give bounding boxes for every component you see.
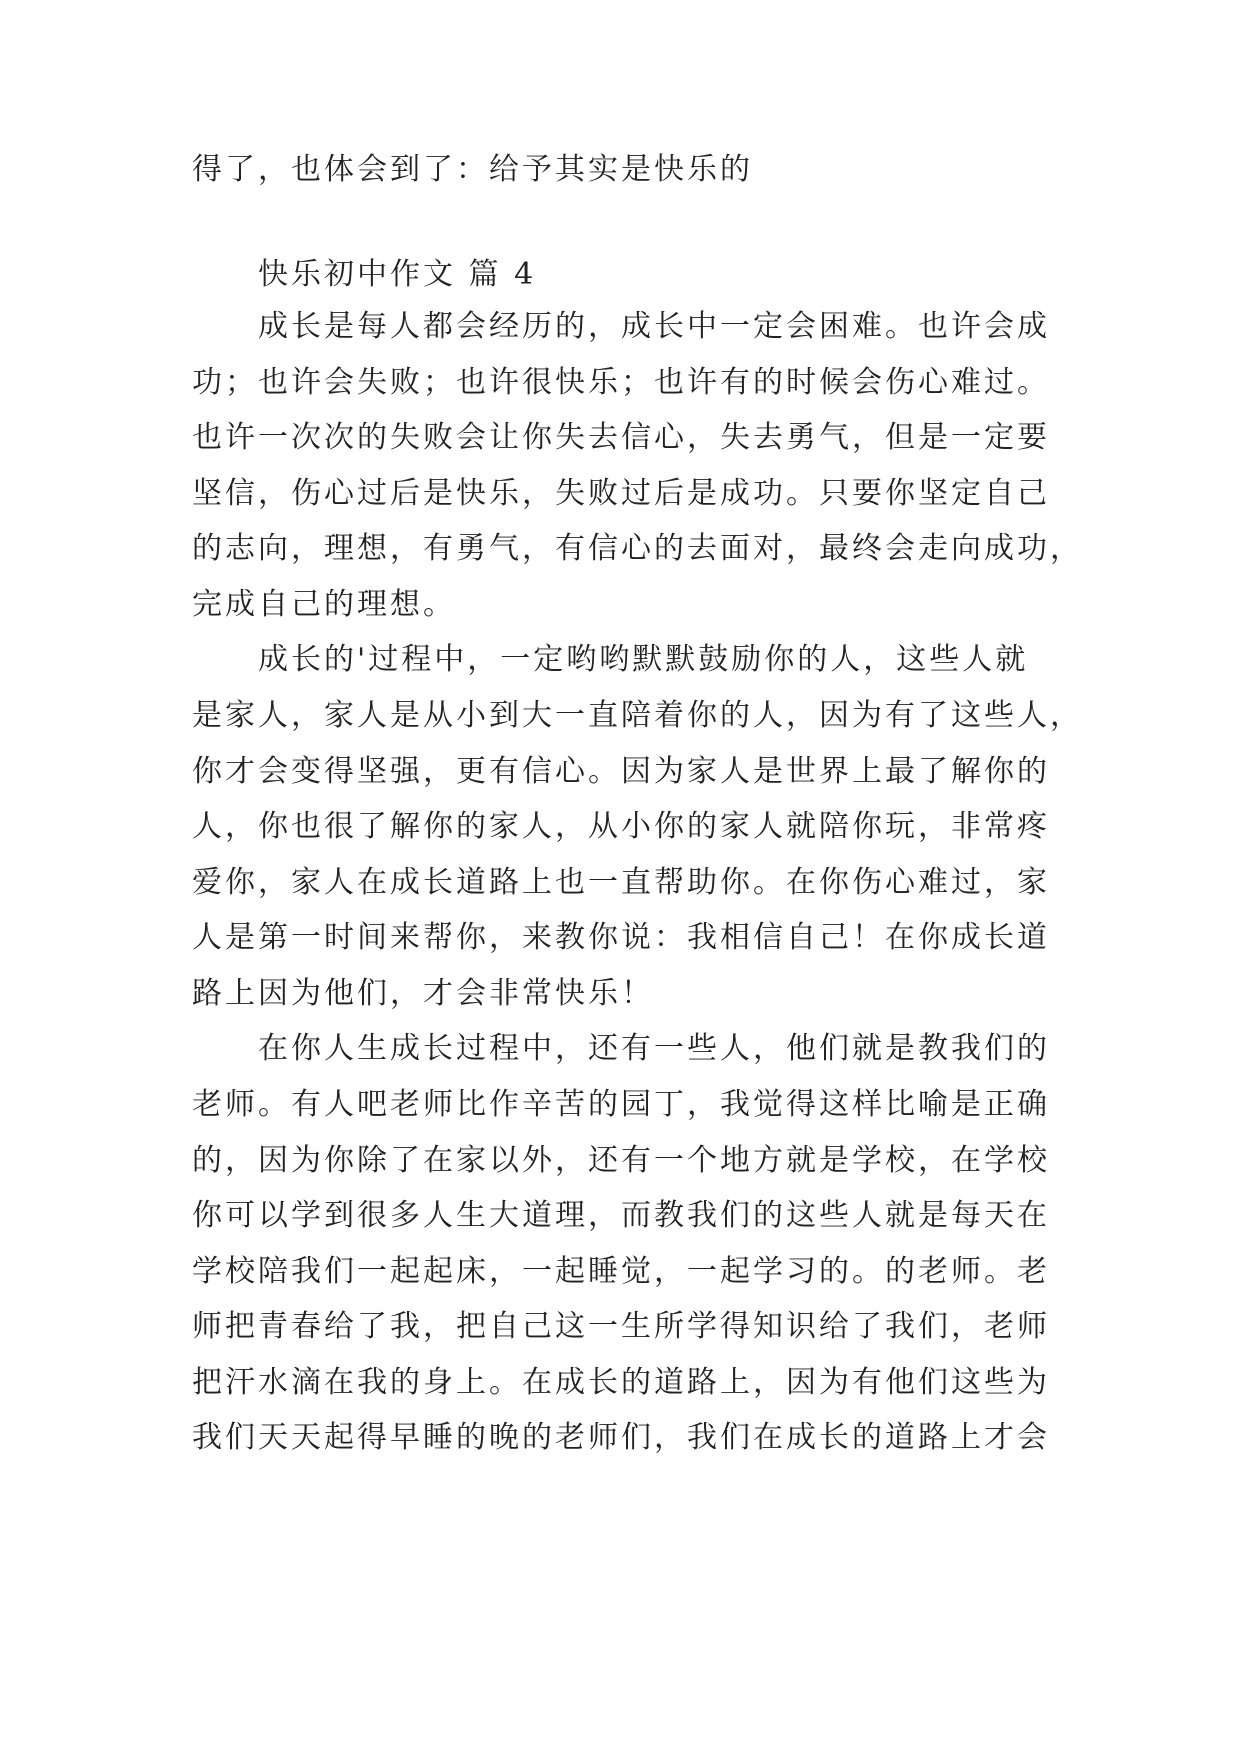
paragraph-3-line-8: 我们天天起得早睡的晚的老师们，我们在成长的道路上才会 <box>192 1420 1050 1455</box>
paragraph-2-line-3: 你才会变得坚强，更有信心。因为家人是世界上最了解你的 <box>192 754 1050 789</box>
paragraph-3-line-6: 师把青春给了我，把自己这一生所学得知识给了我们，老师 <box>192 1309 1050 1344</box>
paragraph-1-line-3: 也许一次次的失败会让你失去信心，失去勇气，但是一定要 <box>192 420 1050 455</box>
paragraph-3-line-2: 老师。有人吧老师比作辛苦的园丁，我觉得这样比喻是正确 <box>192 1087 1050 1122</box>
paragraph-3-line-7: 把汗水滴在我的身上。在成长的道路上，因为有他们这些为 <box>192 1365 1050 1400</box>
paragraph-2-line-4: 人，你也很了解你的家人，从小你的家人就陪你玩，非常疼 <box>192 809 1050 844</box>
paragraph-2-line-2: 是家人，家人是从小到大一直陪着你的人，因为有了这些人， <box>192 698 1083 733</box>
section-heading: 快乐初中作文 篇 4 <box>258 257 537 292</box>
paragraph-2-line-7: 路上因为他们，才会非常快乐！ <box>192 976 654 1011</box>
paragraph-1-line-6: 完成自己的理想。 <box>192 587 456 622</box>
paragraph-2-line-6: 人是第一时间来帮你，来教你说：我相信自己！在你成长道 <box>192 920 1050 955</box>
paragraph-1-line-2: 功；也许会失败；也许很快乐；也许有的时候会伤心难过。 <box>192 365 1050 400</box>
paragraph-3-line-1: 在你人生成长过程中，还有一些人，他们就是教我们的 <box>258 1031 1050 1066</box>
paragraph-1-line-5: 的志向，理想，有勇气，有信心的去面对，最终会走向成功， <box>192 531 1083 566</box>
paragraph-3-line-4: 你可以学到很多人生大道理，而教我们的这些人就是每天在 <box>192 1198 1050 1233</box>
carryover-line: 得了，也体会到了：给予其实是快乐的 <box>192 152 753 187</box>
paragraph-3-line-5: 学校陪我们一起起床，一起睡觉，一起学习的。的老师。老 <box>192 1254 1050 1289</box>
paragraph-1-line-1: 成长是每人都会经历的，成长中一定会困难。也许会成 <box>258 309 1050 344</box>
paragraph-3-line-3: 的，因为你除了在家以外，还有一个地方就是学校，在学校 <box>192 1143 1050 1178</box>
paragraph-1-line-4: 坚信，伤心过后是快乐，失败过后是成功。只要你坚定自己 <box>192 476 1050 511</box>
paragraph-2-line-5: 爱你，家人在成长道路上也一直帮助你。在你伤心难过，家 <box>192 865 1050 900</box>
paragraph-2-line-1: 成长的'过程中，一定哟哟默默鼓励你的人，这些人就 <box>258 642 1029 677</box>
